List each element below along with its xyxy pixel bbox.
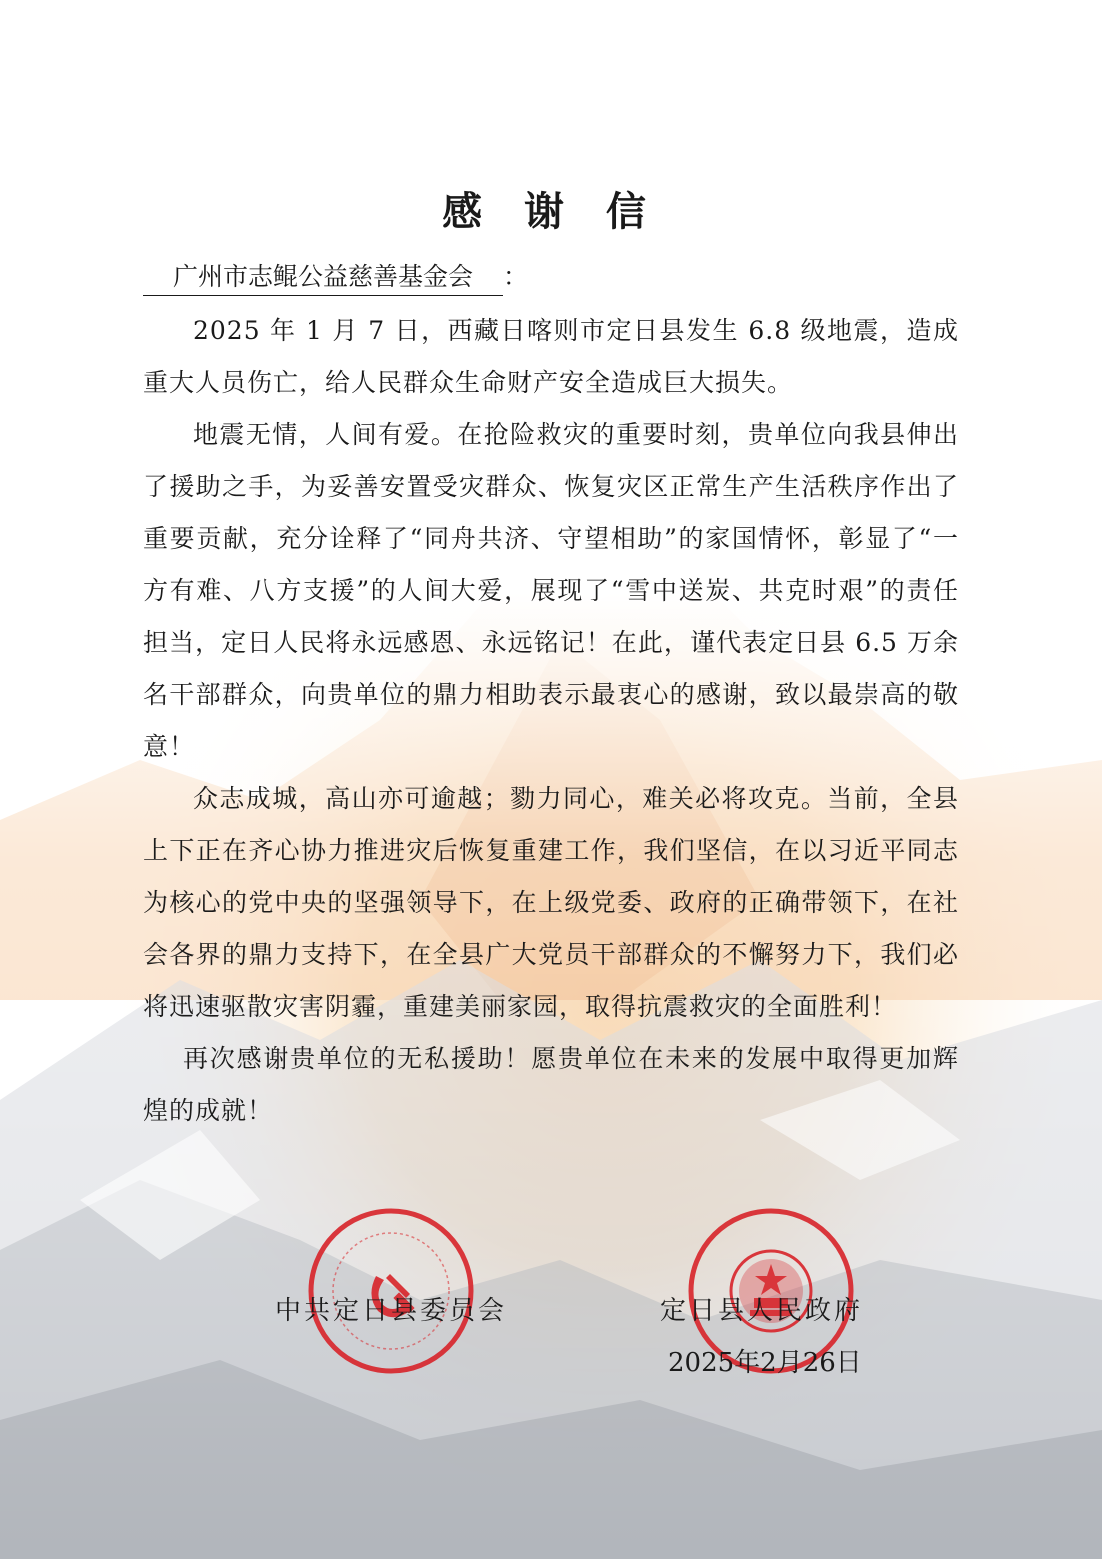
- paragraph-earthquake: 2025 年 1 月 7 日，西藏日喀则市定日县发生 6.8 级地震，造成重大人员伤亡，给人民群众生命财产安全造成巨大损失。: [143, 316, 959, 397]
- paragraph-closing: 再次感谢贵单位的无私援助！愿贵单位在未来的发展中取得更加辉煌的成就！: [143, 1044, 959, 1125]
- letter-date: 2025年2月26日: [668, 1348, 862, 1378]
- signatory-government: 定日县人民政府: [660, 1296, 864, 1326]
- paragraph-rebuilding: 众志成城，高山亦可逾越；勠力同心，难关必将攻克。当前，全县上下正在齐心协力推进灾后恢复重建工作，我们坚信，在以习近平同志为核心的党中央的坚强领导下，在上级党委、政府的正确带领下，在社会各界的鼎力支持下，在全县广大党员干部群众的不懈努力下，我们必将迅速驱散灾害阴霾，重建美丽家园，取得抗震救灾的全面胜利！: [143, 784, 959, 1021]
- letter-body: [143, 305, 959, 1137]
- recipient-name: 广州市志鲲公益慈善基金会: [143, 259, 503, 296]
- signatory-party-committee: 中共定日县委员会: [275, 1296, 508, 1326]
- letter-title: 感 谢 信: [442, 189, 660, 235]
- salutation: [143, 259, 528, 296]
- paragraph-gratitude: 地震无情，人间有爱。在抢险救灾的重要时刻，贵单位向我县伸出了援助之手，为妥善安置受灾群众、恢复灾区正常生产生活秩序作出了重要贡献，充分诠释了“同舟共济、守望相助”的家国情怀，彰显了“一方有难、八方支援”的人间大爱，展现了“雪中送炭、共克时艰”的责任担当，定日人民将永远感恩、永远铭记！在此，谨代表定日县 6.5 万余名干部群众，向贵单位的鼎力相助表示最衷心的感谢，致以最崇高的敬意！: [143, 420, 959, 761]
- recipient-colon: ：: [503, 262, 529, 291]
